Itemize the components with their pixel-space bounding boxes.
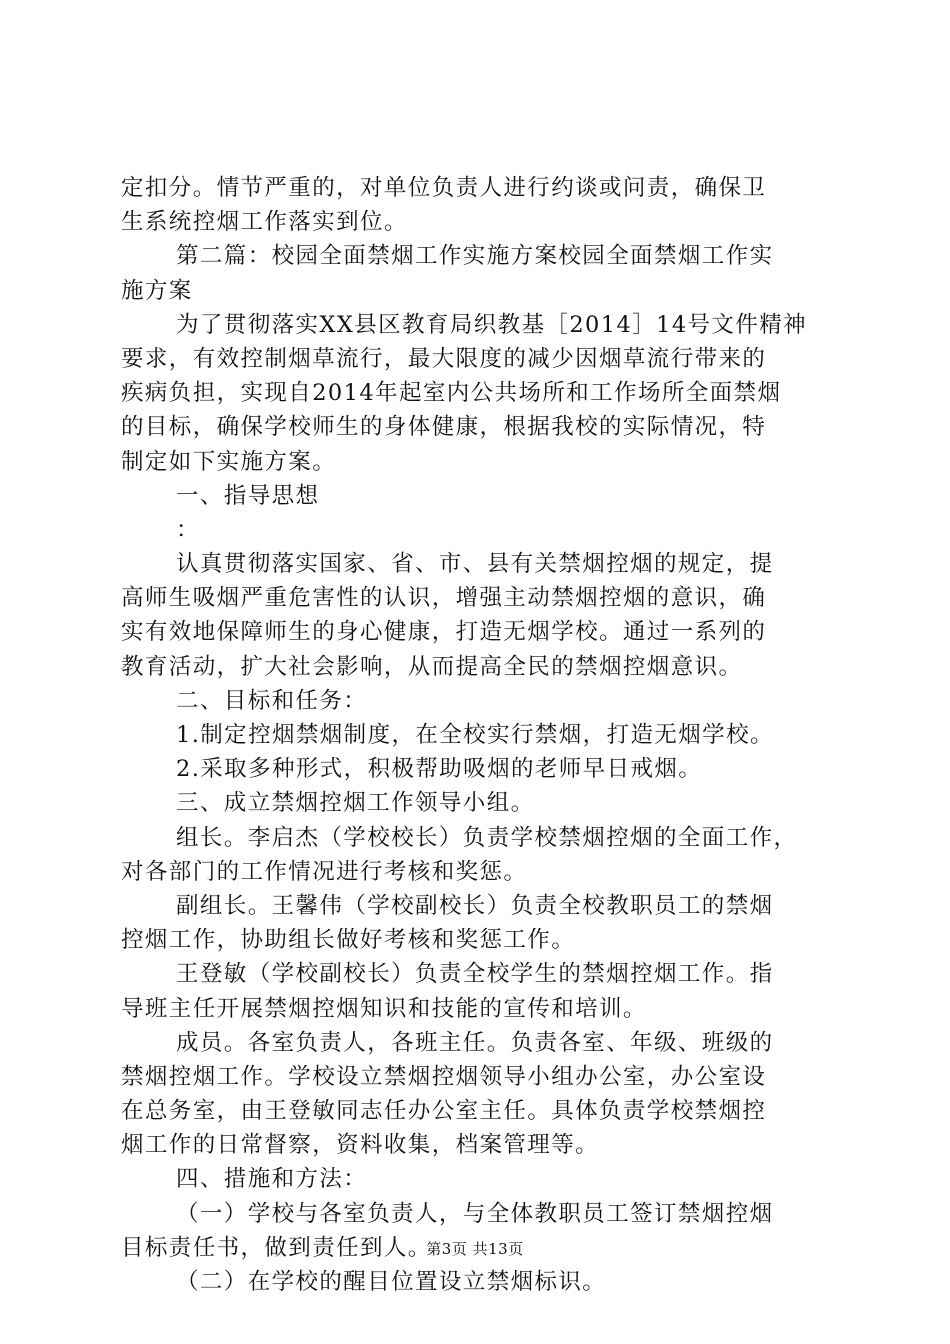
text-line: 2.采取多种形式，积极帮助吸烟的老师早日戒烟。 (176, 756, 703, 783)
text-line: 高师生吸烟严重危害性的认识，增强主动禁烟控烟的意识，确 (121, 585, 767, 612)
text-line: （二）在学校的醒目位置设立禁烟标识。 (176, 1269, 607, 1295)
text-line: 王登敏（学校副校长）负责全校学生的禁烟控烟工作。指 (176, 961, 774, 988)
text-line: 施方案 (121, 277, 193, 304)
text-line: 对各部门的工作情况进行考核和奖惩。 (121, 858, 528, 885)
text-line: 导班主任开展禁烟控烟知识和技能的宣传和培训。 (121, 995, 647, 1022)
text-line: ： (176, 516, 200, 543)
text-line: 疾病负担，实现自2014年起室内公共场所和工作场所全面禁烟 (121, 380, 782, 407)
text-line: 二、目标和任务： (176, 687, 368, 714)
text-line: 认真贯彻落实国家、省、市、县有关禁烟控烟的规定，提 (176, 551, 774, 578)
text-line: 在总务室，由王登敏同志任办公室主任。具体负责学校禁烟控 (121, 1098, 767, 1125)
text-line: （一）学校与各室负责人，与全体教职员工签订禁烟控烟 (176, 1200, 774, 1227)
text-line: 生系统控烟工作落实到位。 (121, 209, 408, 236)
text-line: 三、成立禁烟控烟工作领导小组。 (176, 790, 535, 817)
text-line: 定扣分。情节严重的，对单位负责人进行约谈或问责，确保卫 (121, 175, 767, 201)
text-line: 实有效地保障师生的身心健康，打造无烟学校。通过一系列的 (121, 619, 767, 646)
text-line: 1.制定控烟禁烟制度，在全校实行禁烟，打造无烟学校。 (176, 722, 774, 748)
document-body (121, 171, 833, 1299)
text-line: 禁烟控烟工作。学校设立禁烟控烟领导小组办公室，办公室设 (121, 1063, 767, 1090)
text-line: 的目标，确保学校师生的身体健康，根据我校的实际情况，特 (121, 414, 767, 441)
text-line: 一、指导思想 (176, 482, 320, 509)
text-line: 烟工作的日常督察，资料收集，档案管理等。 (121, 1132, 600, 1159)
text-line: 教育活动，扩大社会影响，从而提高全民的禁烟控烟意识。 (121, 653, 743, 680)
text-line: 四、措施和方法： (176, 1166, 368, 1193)
text-line: 制定如下实施方案。 (121, 448, 337, 475)
text-line: 要求，有效控制烟草流行，最大限度的减少因烟草流行带来的 (121, 345, 767, 372)
text-line: 为了贯彻落实XX县区教育局织教基［2014］14号文件精神 (176, 311, 808, 338)
text-line: 组长。李启杰（学校校长）负责学校禁烟控烟的全面工作， (176, 824, 798, 851)
text-line: 第二篇：校园全面禁烟工作实施方案校园全面禁烟工作实 (176, 243, 774, 270)
text-line: 成员。各室负责人，各班主任。负责各室、年级、班级的 (176, 1029, 774, 1056)
text-line: 目标责任书，做到责任到人。 (121, 1234, 432, 1261)
text-line: 副组长。王馨伟（学校副校长）负责全校教职员工的禁烟 (176, 892, 774, 919)
text-line: 控烟工作，协助组长做好考核和奖惩工作。 (121, 927, 576, 954)
page-footer: 第3页 共13页 (426, 1240, 524, 1258)
